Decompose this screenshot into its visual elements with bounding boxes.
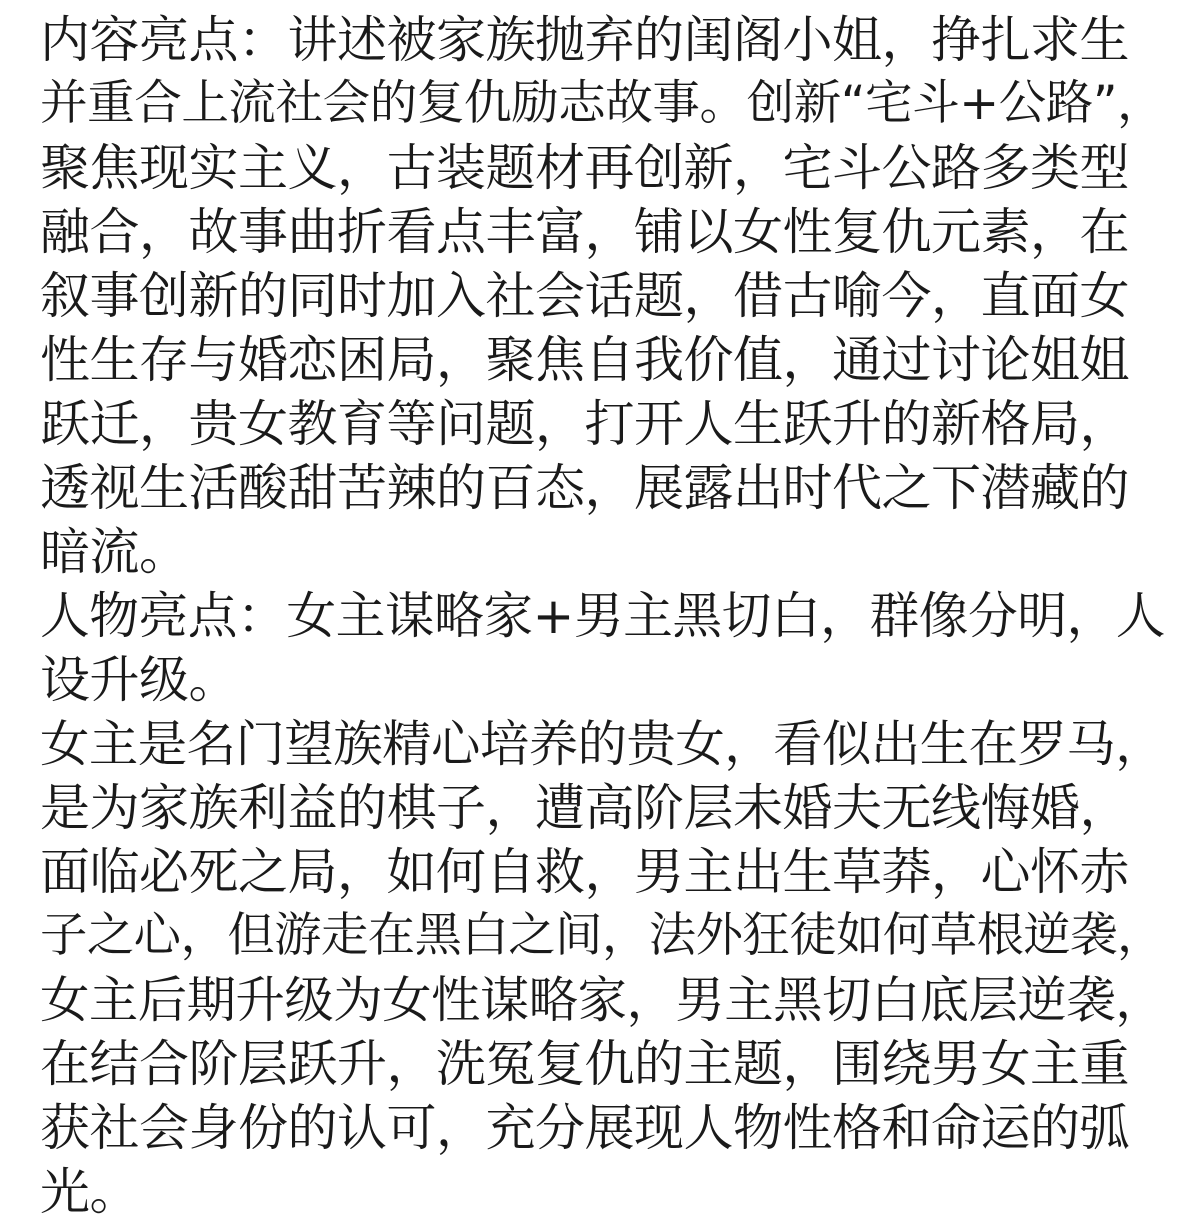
text-line: 子之心，但游走在黑白之间，法外狂徒如何草根逆袭，: [40, 908, 1164, 963]
text-line: 叙事创新的同时加入社会话题，借古喻今，直面女: [40, 267, 1129, 325]
text-line: 光。: [40, 1163, 139, 1221]
text-line: 面临必死之局，如何自救，男主出生草莽，心怀赤: [40, 843, 1129, 901]
text-line: 女主是名门望族精心培养的贵女，看似出生在罗马，: [40, 715, 1165, 773]
text-line: 暗流。: [40, 523, 189, 581]
text-line: 在结合阶层跃升，洗冤复仇的主题，围绕男女主重: [40, 1035, 1129, 1093]
text-line: 设升级。: [40, 651, 238, 709]
text-line: 并重合上流社会的复仇励志故事。创新“宅斗+公路”，: [40, 76, 1165, 131]
text-line: 透视生活酸甜苦辣的百态，展露出时代之下潜藏的: [40, 459, 1129, 517]
text-line: 人物亮点：女主谋略家+男主黑切白，群像分明，人: [40, 587, 1166, 645]
text-line: 内容亮点：讲述被家族抛弃的闺阁小姐，挣扎求生: [40, 11, 1129, 69]
text-line: 获社会身份的认可，充分展现人物性格和命运的弧: [40, 1099, 1129, 1157]
text-line: 女主后期升级为女性谋略家，男主黑切白底层逆袭，: [40, 971, 1165, 1029]
text-line: 融合，故事曲折看点丰富，铺以女性复仇元素，在: [40, 203, 1129, 261]
text-line: 跃迁，贵女教育等问题，打开人生跃升的新格局，: [40, 395, 1129, 453]
text-line: 是为家族利益的棋子，遭高阶层未婚夫无线悔婚，: [40, 779, 1129, 837]
text-line: 聚焦现实主义，古装题材再创新，宅斗公路多类型: [40, 139, 1129, 197]
text-line: 性生存与婚恋困局，聚焦自我价值，通过讨论姐姐: [40, 331, 1129, 389]
document-body: [40, 8, 1165, 1224]
